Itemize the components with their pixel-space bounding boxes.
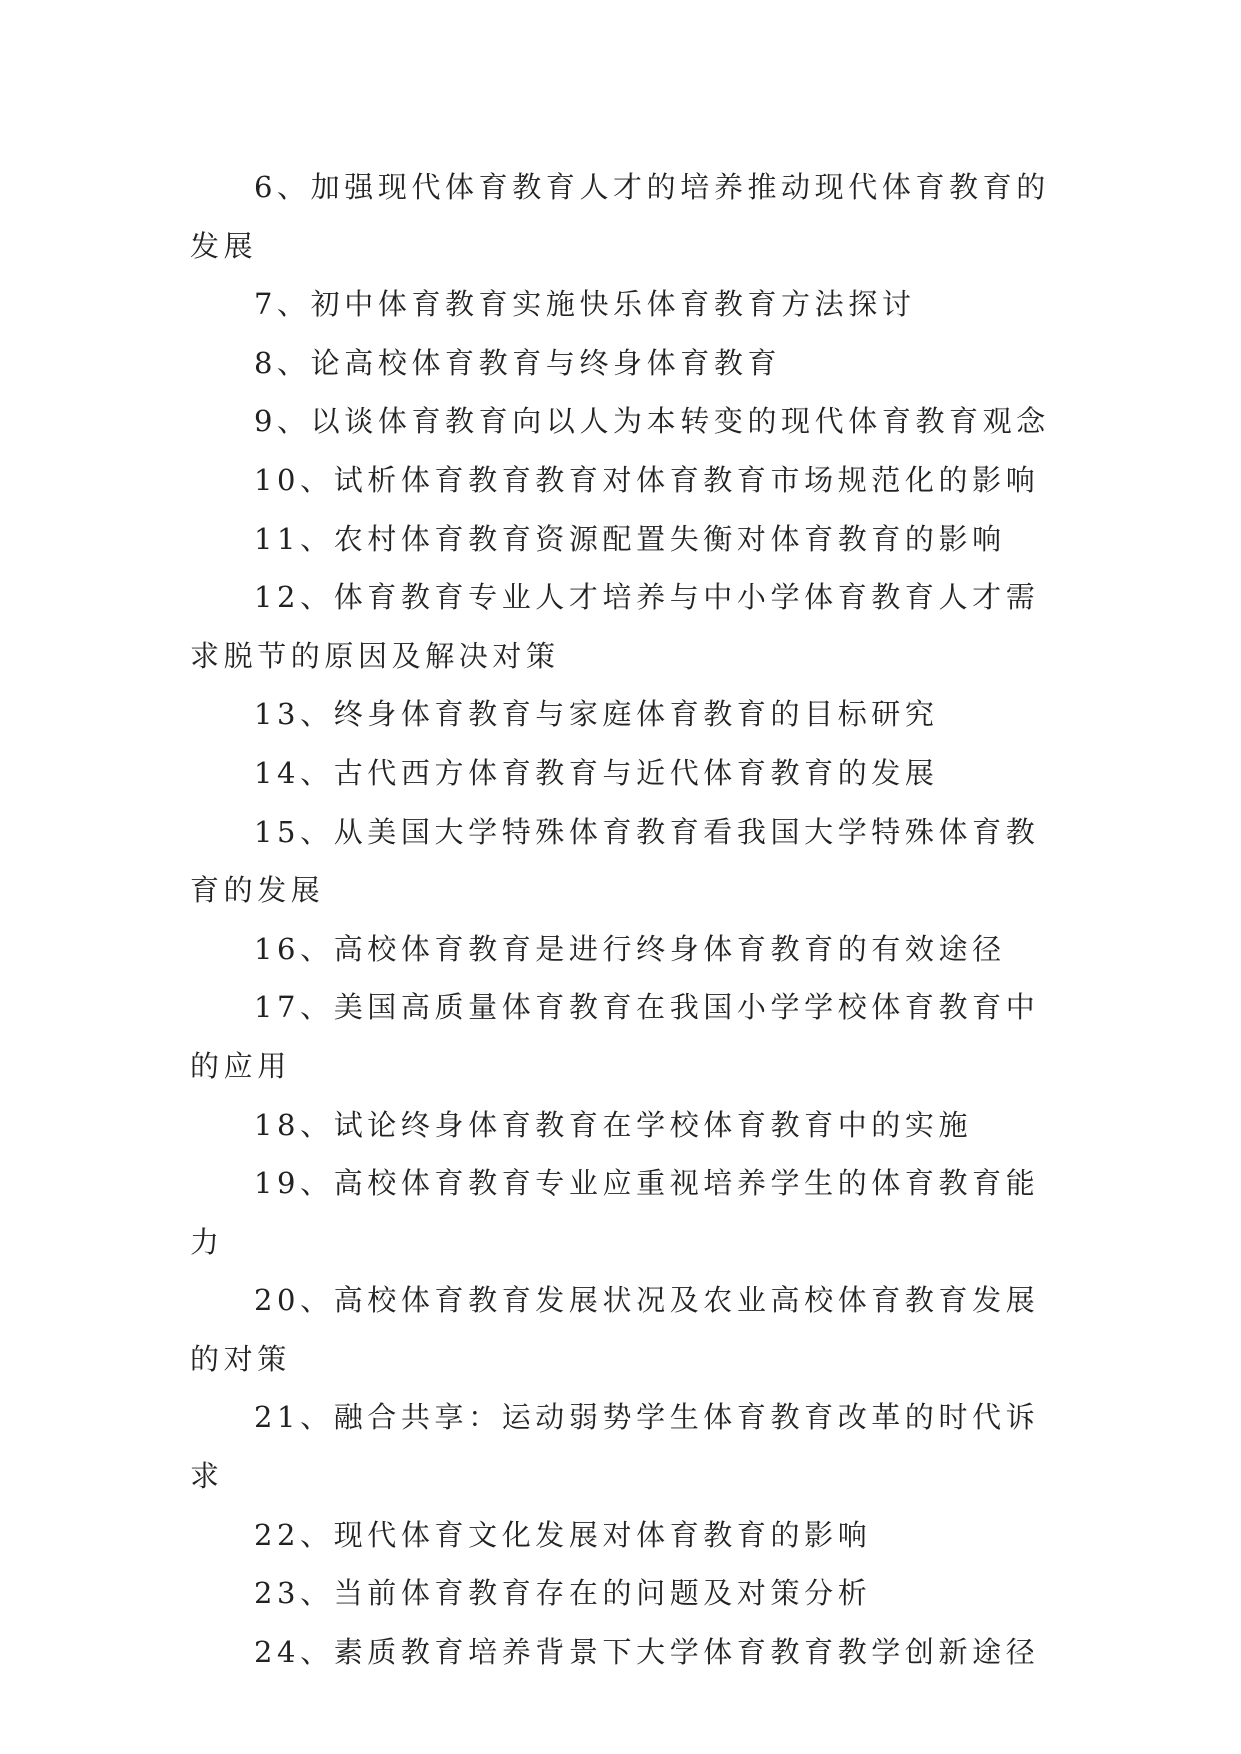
list-item: 22、现代体育文化发展对体育教育的影响 [254, 1517, 872, 1552]
list-item: 21、融合共享：运动弱势学生体育教育改革的时代诉求 [190, 1400, 1040, 1494]
list-item: 23、当前体育教育存在的问题及对策分析 [254, 1576, 872, 1611]
topic-list [190, 158, 1054, 1681]
list-item: 13、终身体育教育与家庭体育教育的目标研究 [254, 697, 939, 732]
list-item: 15、从美国大学特殊体育教育看我国大学特殊体育教育的发展 [190, 814, 1040, 908]
list-item: 7、初中体育教育实施快乐体育教育方法探讨 [254, 287, 916, 322]
list-item: 6、加强现代体育教育人才的培养推动现代体育教育的发展 [190, 170, 1050, 263]
list-item: 9、以谈体育教育向以人为本转变的现代体育教育观念 [254, 404, 1050, 439]
list-item: 14、古代西方体育教育与近代体育教育的发展 [254, 755, 939, 790]
list-item: 18、试论终身体育教育在学校体育教育中的实施 [254, 1107, 973, 1142]
list-item: 19、高校体育教育专业应重视培养学生的体育教育能力 [190, 1166, 1040, 1259]
list-item: 8、论高校体育教育与终身体育教育 [254, 345, 782, 380]
list-item: 24、素质教育培养背景下大学体育教育教学创新途径 [254, 1634, 1040, 1669]
list-item: 16、高校体育教育是进行终身体育教育的有效途径 [254, 931, 1006, 966]
list-item: 17、美国高质量体育教育在我国小学学校体育教育中的应用 [190, 990, 1040, 1083]
list-item: 10、试析体育教育教育对体育教育市场规范化的影响 [254, 462, 1040, 497]
list-item: 11、农村体育教育资源配置失衡对体育教育的影响 [254, 521, 1006, 556]
list-item: 12、体育教育专业人才培养与中小学体育教育人才需求脱节的原因及解决对策 [190, 580, 1040, 673]
list-item: 20、高校体育教育发展状况及农业高校体育教育发展的对策 [190, 1283, 1040, 1376]
